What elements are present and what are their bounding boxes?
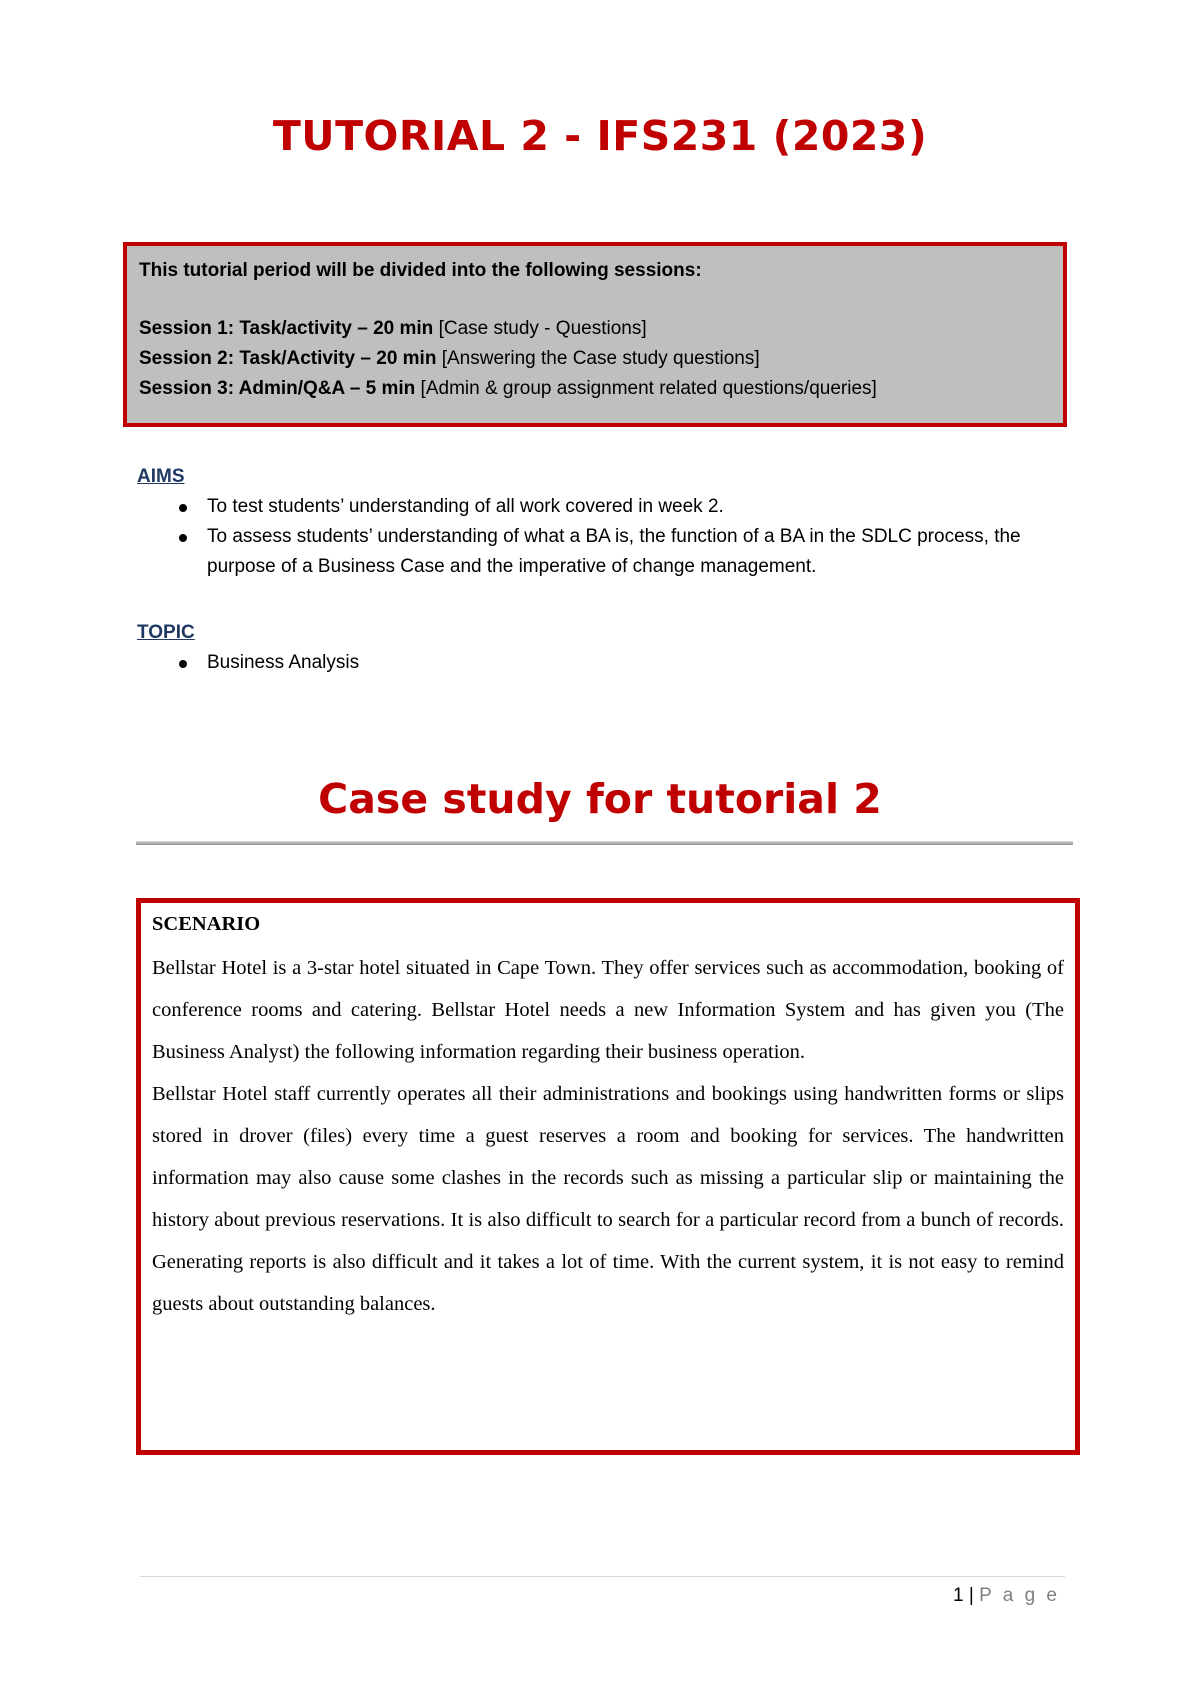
bullet-icon — [179, 504, 187, 512]
title-divider — [136, 841, 1073, 845]
list-item — [137, 492, 1067, 522]
aims-heading: AIMS — [137, 466, 185, 487]
bullet-icon — [179, 534, 187, 542]
topic-heading: TOPIC — [137, 622, 195, 643]
session-detail: [Admin & group assignment related questions/queries] — [415, 378, 877, 399]
scenario-heading: SCENARIO — [152, 913, 261, 935]
aim-text: To assess students’ understanding of what a BA is, the function of a BA in the SDLC process, the purpose of a Business Case and the imperative of change management. — [207, 526, 1021, 577]
session-label: Session 2: Task/Activity – 20 min — [139, 348, 437, 369]
page-number: 1 — [953, 1585, 964, 1606]
session-detail: [Answering the Case study questions] — [436, 348, 760, 369]
page-label: P a g e — [979, 1585, 1060, 1606]
sessions-box — [123, 242, 1067, 427]
list-item — [137, 648, 1067, 678]
session-detail: [Case study - Questions] — [433, 318, 647, 339]
session-line — [139, 314, 1051, 344]
session-line — [139, 374, 1051, 404]
scenario-paragraph: Bellstar Hotel staff currently operates all their administrations and bookings using handwritten forms or slips stored in drover (files) every time a guest reserves a room and booking for services. The handwritten information may also cause some clashes in the records such as missing a particular slip or maintaining the history about previous reservations. It is also difficult to search for a particular record from a bunch of records. Generating reports is also difficult and it takes a lot of time. With the current system, it is not easy to remind guests about outstanding balances. — [152, 1083, 1064, 1315]
case-study-title: Case study for tutorial 2 — [318, 775, 882, 823]
footer-divider — [140, 1576, 1065, 1577]
aim-text: To test students’ understanding of all work covered in week 2. — [207, 496, 724, 517]
sessions-intro: This tutorial period will be divided into the following sessions: — [139, 260, 702, 281]
session-line — [139, 344, 1051, 374]
aims-section — [137, 466, 1067, 582]
footer-separator: | — [963, 1585, 980, 1606]
scenario-box — [136, 898, 1080, 1455]
session-label: Session 3: Admin/Q&A – 5 min — [139, 378, 416, 399]
document-title: TUTORIAL 2 - IFS231 (2023) — [272, 112, 928, 160]
bullet-icon — [179, 660, 187, 668]
topic-section — [137, 622, 1067, 678]
session-label: Session 1: Task/activity – 20 min — [139, 318, 434, 339]
page-footer — [860, 1585, 1060, 1607]
aims-list — [137, 492, 1067, 582]
scenario-paragraph: Bellstar Hotel is a 3-star hotel situated in Cape Town. They offer services such as accommodation, booking of conference rooms and catering. Bellstar Hotel needs a new Information System and has given you (The Business Analyst) the following information regarding their business operation. — [152, 957, 1064, 1063]
topic-list — [137, 648, 1067, 678]
topic-text: Business Analysis — [207, 652, 360, 673]
list-item — [137, 522, 1067, 582]
